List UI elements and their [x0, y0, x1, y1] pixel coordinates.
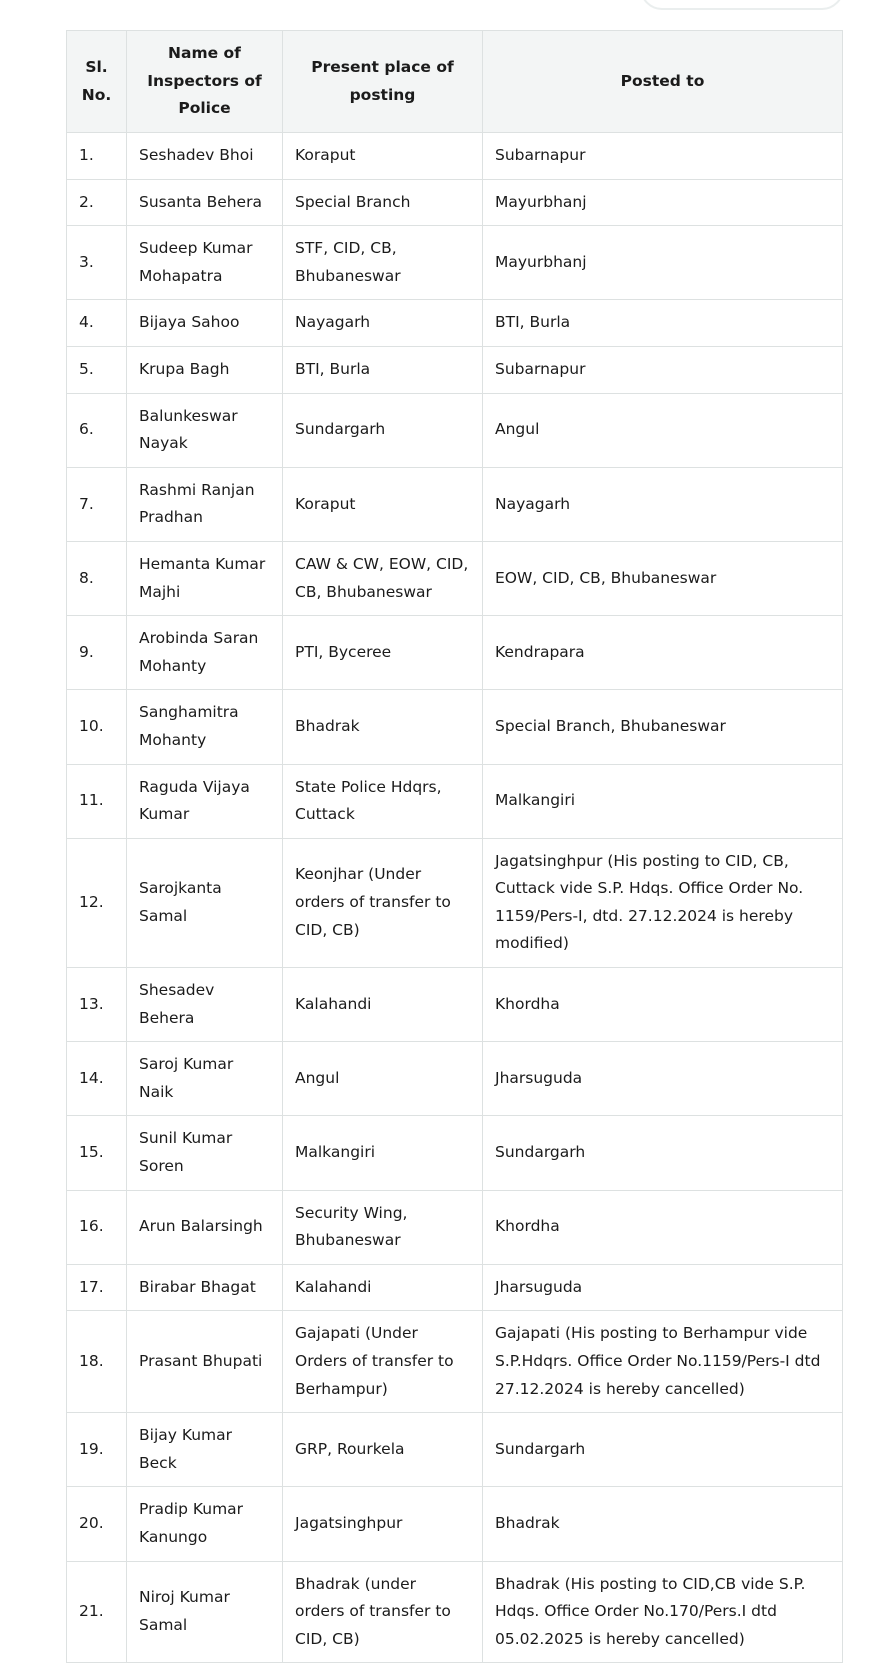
cell-posted-to: Subarnapur: [483, 133, 843, 180]
cell-present-posting: Sundargarh: [283, 393, 483, 467]
cell-present-posting: Gajapati (Under Orders of transfer to Berhampur): [283, 1311, 483, 1413]
cell-inspector-name: Susanta Behera: [127, 179, 283, 226]
cell-sl-no: 7.: [67, 467, 127, 541]
cell-posted-to: Bhadrak: [483, 1487, 843, 1561]
cell-present-posting: Kalahandi: [283, 968, 483, 1042]
cell-inspector-name: Hemanta Kumar Majhi: [127, 541, 283, 615]
cell-sl-no: 9.: [67, 616, 127, 690]
cell-inspector-name: Rashmi Ranjan Pradhan: [127, 467, 283, 541]
cell-sl-no: 10.: [67, 690, 127, 764]
top-pill-button[interactable]: [640, 0, 844, 10]
cell-posted-to: Mayurbhanj: [483, 226, 843, 300]
cell-sl-no: 16.: [67, 1190, 127, 1264]
table-row: [67, 1264, 843, 1311]
cell-sl-no: 17.: [67, 1264, 127, 1311]
cell-present-posting: Angul: [283, 1042, 483, 1116]
cell-inspector-name: Shesadev Behera: [127, 968, 283, 1042]
table-row: [67, 616, 843, 690]
cell-present-posting: CAW & CW, EOW, CID, CB, Bhubaneswar: [283, 541, 483, 615]
cell-inspector-name: Prasant Bhupati: [127, 1311, 283, 1413]
table-row: [67, 838, 843, 967]
transfer-table-container: [66, 30, 842, 1663]
cell-present-posting: STF, CID, CB, Bhubaneswar: [283, 226, 483, 300]
cell-inspector-name: Birabar Bhagat: [127, 1264, 283, 1311]
cell-present-posting: Security Wing, Bhubaneswar: [283, 1190, 483, 1264]
cell-present-posting: Nayagarh: [283, 300, 483, 347]
cell-inspector-name: Sunil Kumar Soren: [127, 1116, 283, 1190]
cell-sl-no: 5.: [67, 346, 127, 393]
cell-sl-no: 20.: [67, 1487, 127, 1561]
cell-inspector-name: Bijay Kumar Beck: [127, 1413, 283, 1487]
table-row: [67, 133, 843, 180]
cell-sl-no: 15.: [67, 1116, 127, 1190]
table-row: [67, 393, 843, 467]
cell-present-posting: Kalahandi: [283, 1264, 483, 1311]
cell-sl-no: 8.: [67, 541, 127, 615]
cell-inspector-name: Raguda Vijaya Kumar: [127, 764, 283, 838]
table-row: [67, 968, 843, 1042]
table-row: [67, 1487, 843, 1561]
cell-present-posting: GRP, Rourkela: [283, 1413, 483, 1487]
cell-posted-to: Mayurbhanj: [483, 179, 843, 226]
cell-inspector-name: Sudeep Kumar Mohapatra: [127, 226, 283, 300]
cell-sl-no: 11.: [67, 764, 127, 838]
cell-inspector-name: Niroj Kumar Samal: [127, 1561, 283, 1663]
cell-posted-to: Jharsuguda: [483, 1042, 843, 1116]
cell-posted-to: Gajapati (His posting to Berhampur vide S.P.Hdqrs. Office Order No.1159/Pers-I dtd 27.12.2024 is hereby cancelled): [483, 1311, 843, 1413]
cell-present-posting: Koraput: [283, 467, 483, 541]
table-row: [67, 1413, 843, 1487]
cell-present-posting: Keonjhar (Under orders of transfer to CID, CB): [283, 838, 483, 967]
header-present-posting: Present place of posting: [283, 31, 483, 133]
cell-posted-to: Special Branch, Bhubaneswar: [483, 690, 843, 764]
table-row: [67, 1190, 843, 1264]
table-row: [67, 346, 843, 393]
cell-posted-to: Khordha: [483, 1190, 843, 1264]
cell-sl-no: 13.: [67, 968, 127, 1042]
cell-posted-to: Subarnapur: [483, 346, 843, 393]
cell-sl-no: 4.: [67, 300, 127, 347]
cell-posted-to: Khordha: [483, 968, 843, 1042]
cell-posted-to: Sundargarh: [483, 1413, 843, 1487]
table-row: [67, 1311, 843, 1413]
cell-posted-to: Jagatsinghpur (His posting to CID, CB, Cuttack vide S.P. Hdqs. Office Order No. 1159/Pers-I, dtd. 27.12.2024 is hereby modified): [483, 838, 843, 967]
cell-sl-no: 1.: [67, 133, 127, 180]
table-row: [67, 1561, 843, 1663]
cell-sl-no: 6.: [67, 393, 127, 467]
cell-sl-no: 21.: [67, 1561, 127, 1663]
cell-posted-to: Kendrapara: [483, 616, 843, 690]
transfer-table: [66, 30, 843, 1663]
cell-posted-to: Angul: [483, 393, 843, 467]
table-row: [67, 1116, 843, 1190]
cell-inspector-name: Seshadev Bhoi: [127, 133, 283, 180]
cell-inspector-name: Arun Balarsingh: [127, 1190, 283, 1264]
cell-present-posting: Bhadrak: [283, 690, 483, 764]
cell-posted-to: Nayagarh: [483, 467, 843, 541]
cell-sl-no: 19.: [67, 1413, 127, 1487]
cell-sl-no: 2.: [67, 179, 127, 226]
cell-sl-no: 3.: [67, 226, 127, 300]
table-row: [67, 764, 843, 838]
cell-inspector-name: Sanghamitra Mohanty: [127, 690, 283, 764]
cell-present-posting: State Police Hdqrs, Cuttack: [283, 764, 483, 838]
cell-present-posting: PTI, Byceree: [283, 616, 483, 690]
cell-posted-to: Sundargarh: [483, 1116, 843, 1190]
cell-present-posting: BTI, Burla: [283, 346, 483, 393]
table-row: [67, 690, 843, 764]
table-row: [67, 467, 843, 541]
table-row: [67, 226, 843, 300]
cell-sl-no: 12.: [67, 838, 127, 967]
cell-posted-to: Jharsuguda: [483, 1264, 843, 1311]
cell-inspector-name: Pradip Kumar Kanungo: [127, 1487, 283, 1561]
cell-present-posting: Bhadrak (under orders of transfer to CID, CB): [283, 1561, 483, 1663]
table-row: [67, 541, 843, 615]
cell-sl-no: 18.: [67, 1311, 127, 1413]
cell-inspector-name: Sarojkanta Samal: [127, 838, 283, 967]
table-row: [67, 179, 843, 226]
cell-posted-to: EOW, CID, CB, Bhubaneswar: [483, 541, 843, 615]
cell-posted-to: BTI, Burla: [483, 300, 843, 347]
cell-sl-no: 14.: [67, 1042, 127, 1116]
header-sl-no: Sl. No.: [67, 31, 127, 133]
table-row: [67, 300, 843, 347]
table-header-row: [67, 31, 843, 133]
cell-inspector-name: Balunkeswar Nayak: [127, 393, 283, 467]
cell-inspector-name: Arobinda Saran Mohanty: [127, 616, 283, 690]
cell-posted-to: Malkangiri: [483, 764, 843, 838]
cell-posted-to: Bhadrak (His posting to CID,CB vide S.P. Hdqs. Office Order No.170/Pers.I dtd 05.02.2025 is hereby cancelled): [483, 1561, 843, 1663]
cell-present-posting: Koraput: [283, 133, 483, 180]
header-posted-to: Posted to: [483, 31, 843, 133]
table-row: [67, 1042, 843, 1116]
cell-inspector-name: Saroj Kumar Naik: [127, 1042, 283, 1116]
cell-present-posting: Special Branch: [283, 179, 483, 226]
cell-present-posting: Jagatsinghpur: [283, 1487, 483, 1561]
cell-inspector-name: Bijaya Sahoo: [127, 300, 283, 347]
cell-present-posting: Malkangiri: [283, 1116, 483, 1190]
cell-inspector-name: Krupa Bagh: [127, 346, 283, 393]
header-inspector-name: Name of Inspectors of Police: [127, 31, 283, 133]
